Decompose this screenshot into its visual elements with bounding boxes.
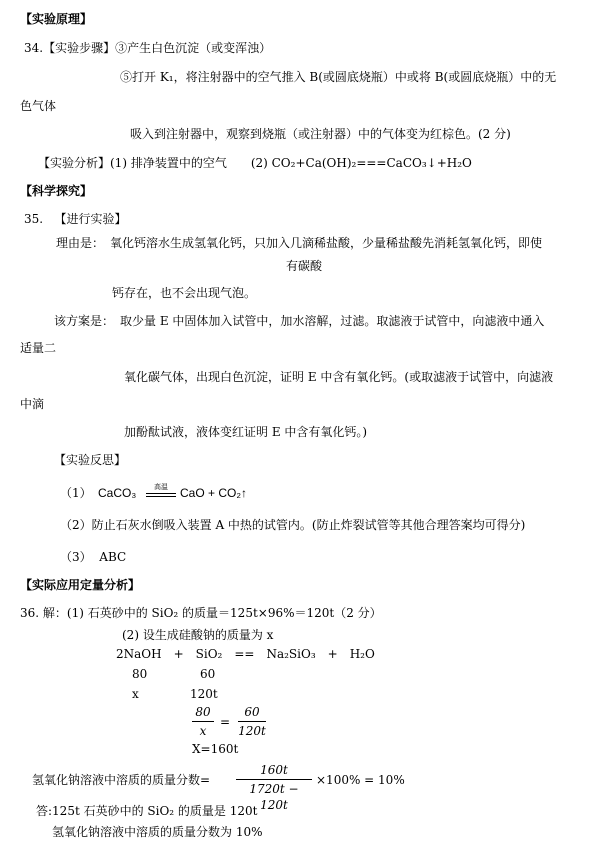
- equals-line-top: [146, 493, 176, 494]
- reaction-condition-label: 高温: [154, 483, 168, 491]
- mass-fraction-label: 氢氧化钠溶液中溶质的质量分数=: [32, 773, 211, 787]
- mass-fraction-den: 1720t − 120t: [249, 782, 299, 812]
- reason-line1: 理由是： 氧化钙溶水生成氢氧化钙，只加入几滴稀盐酸，少量稀盐酸先消耗氢氧化钙，即使: [56, 236, 543, 250]
- proportion-equals: =: [220, 715, 231, 729]
- equals-line-bottom: [146, 496, 176, 497]
- proportion-right-num: 60: [244, 705, 260, 719]
- fraction-bar: [238, 721, 266, 722]
- q35-number: 35.: [24, 212, 44, 226]
- reflect-item3: [60, 549, 126, 565]
- q35-exp-label: 【进行实验】: [54, 212, 127, 226]
- mass-fraction-result: ×100% = 10%: [316, 773, 405, 787]
- section-heading-application: 【实际应用定量分析】: [20, 578, 141, 592]
- answer-line2: 氢氧化钠溶液中溶质的质量分数为 10%: [52, 825, 263, 839]
- mass-sio2: 120t: [190, 687, 218, 701]
- fraction-bar: [236, 779, 312, 780]
- q34-step5-line2: 色气体: [20, 99, 57, 113]
- reflect-item3-answer: ABC: [99, 550, 127, 564]
- section-heading-principle: 【实验原理】: [20, 12, 93, 26]
- plan-line4: 中滴: [20, 397, 45, 411]
- reflect-item2: （2）防止石灰水倒吸入装置 A 中热的试管内。(防止炸裂试管等其他合理答案均可得分): [60, 518, 526, 532]
- reason-line3: 钙存在，也不会出现气泡。: [112, 286, 257, 300]
- plan-line5: 加酚酞试液，液体变红证明 E 中含有氧化钙。): [124, 425, 368, 439]
- reflect-item1-products: CaO + CO₂↑: [180, 486, 248, 500]
- plan-line1: 该方案是： 取少量 E 中固体加入试管中，加水溶解，过滤。取滤液于试管中，向滤液中通入: [54, 314, 545, 328]
- proportion-right: [238, 704, 266, 739]
- molar-mass-sio2: 60: [200, 667, 216, 681]
- q34-step-label: 【实验步骤】: [43, 41, 116, 55]
- reason-line2: 有碳酸: [286, 259, 323, 273]
- x-result: X=160t: [192, 742, 239, 756]
- unknown-x: x: [132, 687, 139, 701]
- proportion-right-den: 120t: [238, 724, 266, 738]
- proportion-left: [192, 704, 214, 739]
- proportion-left-den: x: [199, 724, 207, 738]
- reflect-label: 【实验反思】: [54, 453, 127, 467]
- reaction-condition-arrow: [146, 485, 176, 501]
- q34-analysis: 【实验分析】(1) 排净装置中的空气 (2) CO₂+Ca(OH)₂===CaCO₃↓+H₂O: [38, 156, 472, 170]
- chemical-equation: 2NaOH + SiO₂ == Na₂SiO₃ + H₂O: [116, 647, 375, 661]
- reflect-item1-number: （1）: [60, 486, 92, 500]
- molar-mass-naoh: 80: [132, 667, 148, 681]
- q35-line: [24, 211, 127, 227]
- proportion-left-num: 80: [195, 705, 211, 719]
- section-heading-inquiry: 【科学探究】: [20, 184, 93, 198]
- fraction-bar: [192, 721, 214, 722]
- q36-part2: (2) 设生成硅酸钠的质量为 x: [122, 628, 274, 642]
- q34-line: [24, 40, 271, 56]
- mass-fraction-num: 160t: [260, 763, 288, 777]
- q34-step5-line1: ⑤打开 K₁，将注射器中的空气推入 B(或圆底烧瓶）中或将 B(或圆底烧瓶）中的无: [120, 70, 557, 84]
- q34-number: 34.: [24, 41, 44, 55]
- q34-step5-line3: 吸入到注射器中，观察到烧瓶（或注射器）中的气体变为红棕色。(2 分): [130, 127, 511, 141]
- answer-line1: 答:125t 石英砂中的 SiO₂ 的质量是 120t: [36, 804, 258, 818]
- plan-line3: 氧化碳气体，出现白色沉淀，证明 E 中含有氧化钙。(或取滤液于试管中，向滤液: [124, 370, 554, 384]
- q36-part1: 36. 解：(1) 石英砂中的 SiO₂ 的质量＝125t×96%＝120t（2 分）: [20, 606, 382, 620]
- q34-step3: ③产生白色沉淀（或变浑浊）: [115, 41, 272, 55]
- reflect-item1-reactant: CaCO₃: [98, 486, 137, 500]
- reflect-item3-number: （3）: [60, 550, 92, 564]
- plan-line2: 适量二: [20, 341, 57, 355]
